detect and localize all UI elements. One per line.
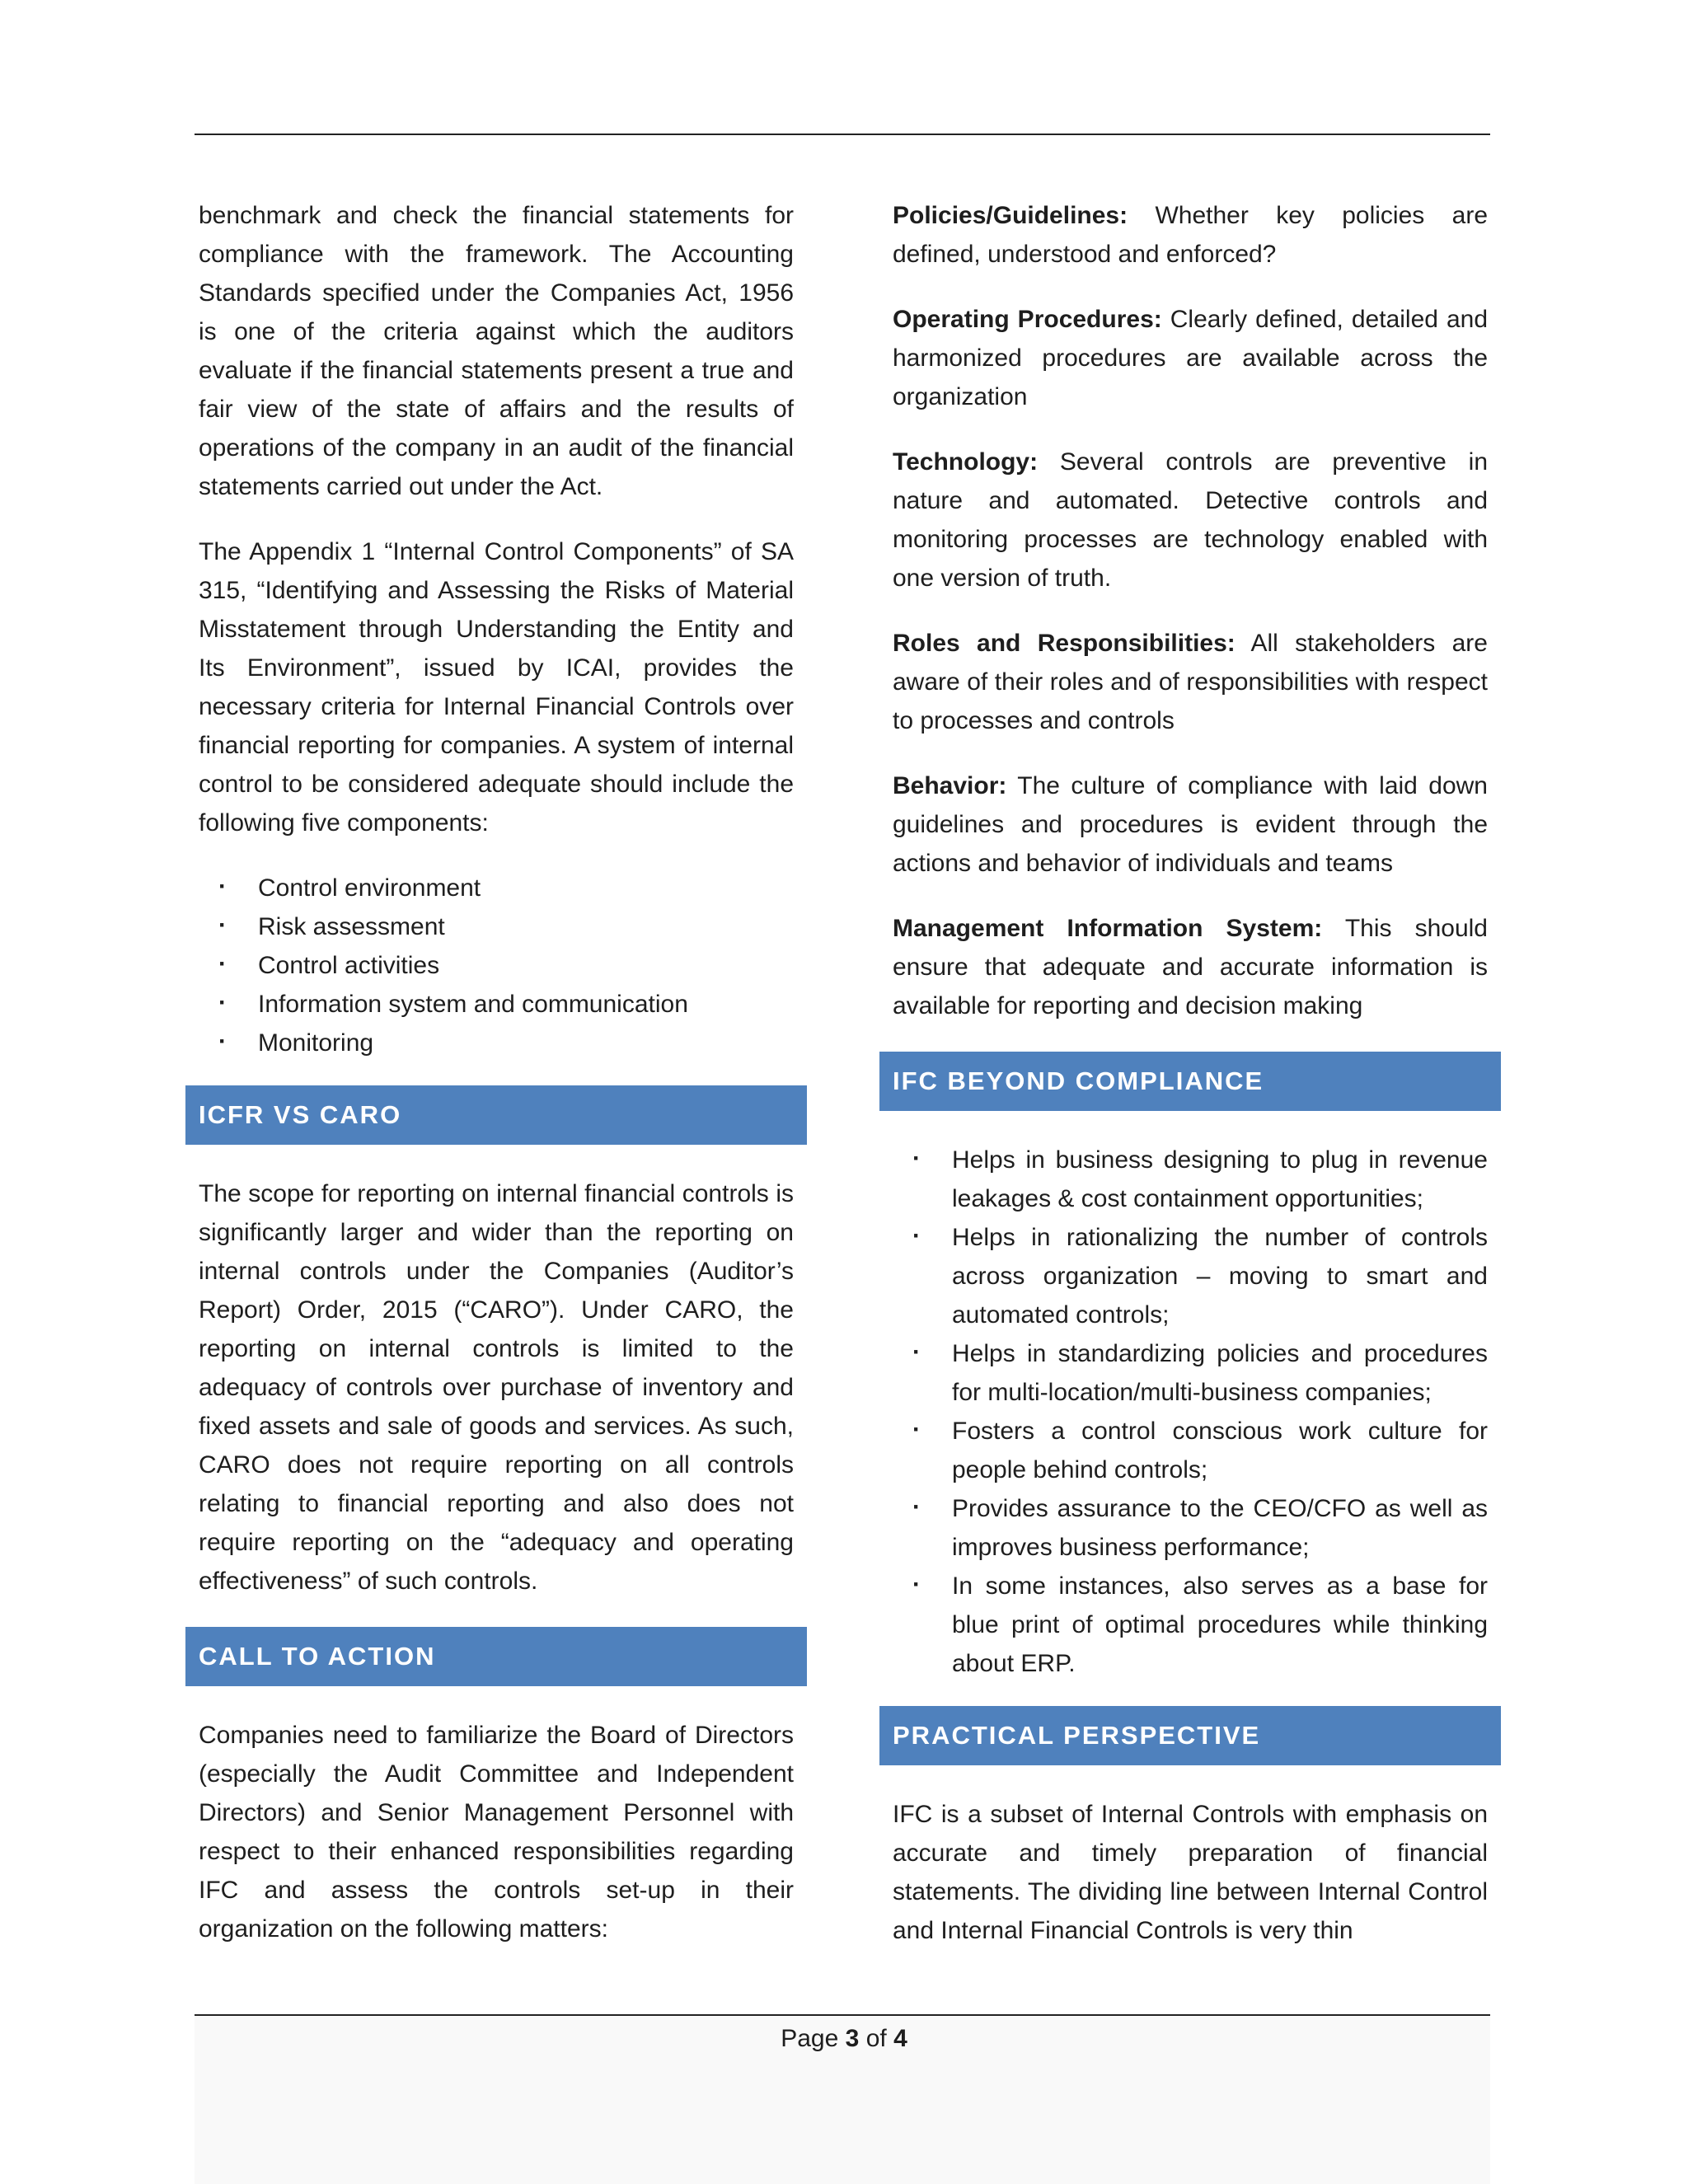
components-list	[199, 869, 794, 1062]
matter-text: Whether key policies are defined, understood and enforced?	[893, 202, 1488, 268]
list-item: · Provides assurance to the CEO/CFO as well as improves business performance;	[893, 1489, 1488, 1567]
list-item: · Control activities	[199, 946, 794, 985]
practical-paragraph: IFC is a subset of Internal Controls with emphasis on accurate and timely preparation of financial statements. The dividing line between Internal Control and Internal Financial Controls is very thin	[893, 1801, 1488, 1944]
matter-paragraph	[893, 766, 1488, 883]
matter-term: Technology:	[893, 448, 1039, 476]
matter-term: Policies/Guidelines:	[893, 202, 1128, 229]
matter-paragraph	[893, 196, 1488, 274]
matter-text: This should ensure that adequate and accurate information is available for reporting and decision making	[893, 915, 1488, 1019]
icfr-vs-caro-heading: ICFR VS CARO	[185, 1085, 807, 1145]
list-item: · Helps in business designing to plug in revenue leakages & cost containment opportunities;	[893, 1141, 1488, 1218]
page-label: Page	[781, 2025, 839, 2052]
matter-paragraph	[893, 443, 1488, 598]
matter-term: Behavior:	[893, 772, 1007, 799]
call-to-action-heading: CALL TO ACTION	[185, 1627, 807, 1686]
right-column	[893, 196, 1488, 1976]
list-item: · Risk assessment	[199, 907, 794, 946]
practical-perspective-heading: PRACTICAL PERSPECTIVE	[879, 1706, 1501, 1765]
list-item: · In some instances, also serves as a base for blue print of optimal procedures while thinking about ERP.	[893, 1567, 1488, 1683]
page-total: 4	[893, 2025, 907, 2052]
matter-text: All stakeholders are aware of their roles and of responsibilities with respect to processes and controls	[893, 630, 1488, 734]
matter-paragraph	[893, 300, 1488, 416]
matter-term: Management Information System:	[893, 915, 1323, 942]
list-item: · Information system and communication	[199, 985, 794, 1024]
list-item: · Fosters a control conscious work culture for people behind controls;	[893, 1412, 1488, 1489]
list-item: · Control environment	[199, 869, 794, 907]
list-item: · Monitoring	[199, 1024, 794, 1062]
left-column	[199, 196, 794, 1975]
matter-paragraph	[893, 624, 1488, 740]
matter-text: The culture of compliance with laid down guidelines and procedures is evident through the actions and behavior of individuals and teams	[893, 772, 1488, 877]
icfr-paragraph: The scope for reporting on internal financial controls is significantly larger and wider than the reporting on internal controls under the Companies (Auditor’s Report) Order, 2015 (“CARO”). Under CARO, the reporting on internal controls is limited to the adequacy of controls over purchase of inventory and fixed assets and sale of goods and services. As such, CARO does not require reporting on all controls relating to financial reporting and also does not require reporting on the “adequacy and operating effectiveness” of such controls.	[199, 1180, 794, 1595]
list-item: · Helps in rationalizing the number of controls across organization – moving to smart and automated controls;	[893, 1218, 1488, 1334]
header-rule	[195, 134, 1490, 135]
matter-term: Roles and Responsibilities:	[893, 630, 1236, 657]
beyond-compliance-list	[893, 1141, 1488, 1683]
page-of: of	[865, 2025, 887, 2052]
matter-text: Several controls are preventive in nature and automated. Detective controls and monitoring processes are technology enabled with one version of truth.	[893, 448, 1488, 592]
list-item: · Helps in standardizing policies and procedures for multi-location/multi-business companies;	[893, 1334, 1488, 1412]
appendix-paragraph: The Appendix 1 “Internal Control Components” of SA 315, “Identifying and Assessing the Risks of Material Misstatement through Understanding the Entity and Its Environment”, issued by ICAI, provides the necessary criteria for Internal Financial Controls over financial reporting for companies. A system of internal control to be considered adequate should include the following five components:	[199, 538, 794, 837]
page-current: 3	[845, 2025, 860, 2052]
matter-text: Clearly defined, detailed and harmonized procedures are available across the organization	[893, 306, 1489, 410]
matter-paragraph	[893, 909, 1488, 1025]
call-to-action-paragraph: Companies need to familiarize the Board of Directors (especially the Audit Committee and Independent Directors) and Senior Management Personnel with respect to their enhanced responsibilities regarding IFC and assess the controls set-up in their organization on the following matters:	[199, 1722, 794, 1943]
intro-paragraph: benchmark and check the financial statements for compliance with the framework. The Accounting Standards specified under the Companies Act, 1956 is one of the criteria against which the auditors evaluate if the financial statements present a true and fair view of the state of affairs and the results of operations of the company in an audit of the financial statements carried out under the Act.	[199, 202, 794, 500]
page-number	[0, 2021, 1688, 2057]
ifc-beyond-compliance-heading: IFC BEYOND COMPLIANCE	[879, 1052, 1501, 1111]
matter-term: Operating Procedures:	[893, 306, 1162, 333]
